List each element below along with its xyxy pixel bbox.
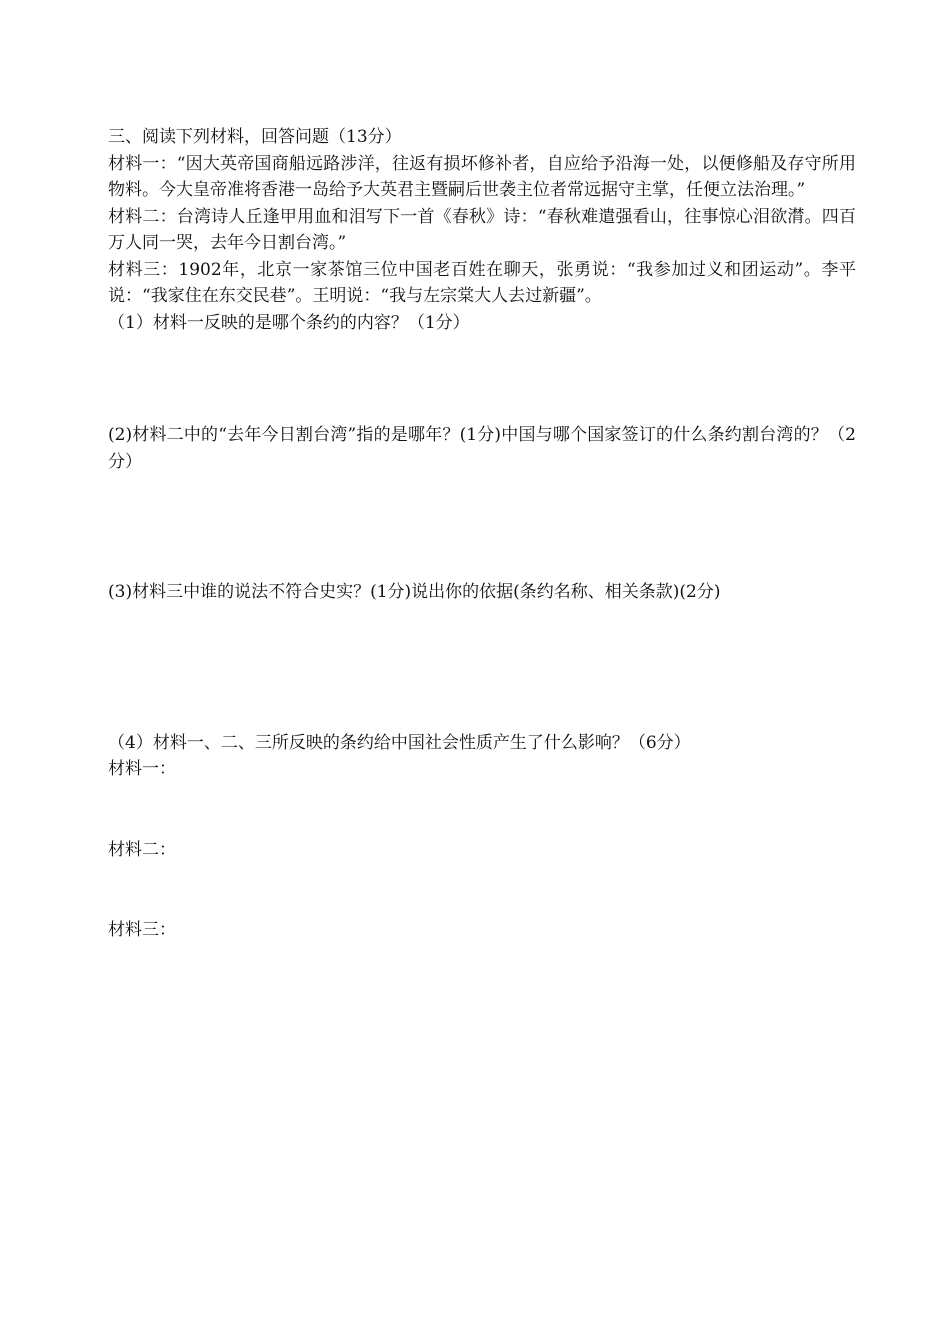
material-one: 材料一：“因大英帝国商船远路涉洋，往返有损坏修补者，自应给予沿海一处，以便修船及存守所用物料。今大皇帝准将香港一岛给予大英君主暨嗣后世袭主位者常远据守主掌，任便立法治理。” (108, 153, 856, 200)
answer-label-material-three: 材料三： (108, 920, 176, 940)
question-2: (2)材料二中的“去年今日割台湾”指的是哪年？(1分)中国与哪个国家签订的什么条约割台湾的？（2分） (108, 425, 856, 472)
material-three: 材料三：1902年，北京一家茶馆三位中国老百姓在聊天，张勇说：“我参加过义和团运动”。李平说：“我家住在东交民巷”。王明说：“我与左宗棠大人去过新疆”。 (108, 259, 856, 306)
answer-label-material-one: 材料一： (108, 759, 176, 779)
question-4: （4）材料一、二、三所反映的条约给中国社会性质产生了什么影响？（6分） (108, 732, 691, 753)
answer-label-material-two: 材料二： (108, 839, 176, 860)
section-heading: 三、阅读下列材料，回答问题（13分） (108, 127, 402, 147)
material-two: 材料二：台湾诗人丘逢甲用血和泪写下一首《春秋》诗：“春秋难遣强看山，往事惊心泪欲潸。四百万人同一哭，去年今日割台湾。” (108, 206, 856, 253)
question-section (108, 124, 856, 944)
question-3: (3)材料三中谁的说法不符合史实？(1分)说出你的依据(条约名称、相关条款)(2分) (108, 582, 721, 602)
question-1: （1）材料一反映的是哪个条约的内容？（1分） (108, 312, 470, 333)
